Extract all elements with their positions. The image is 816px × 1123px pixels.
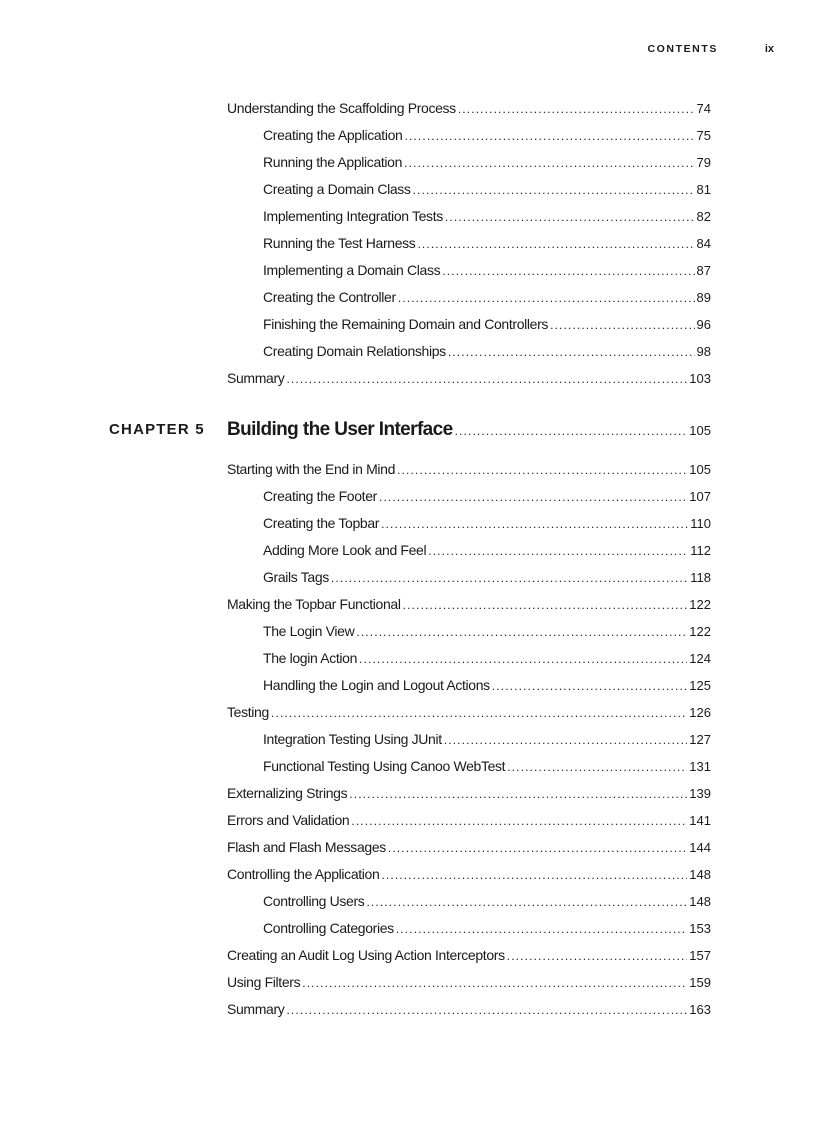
dot-leader: [403, 596, 688, 614]
toc-entry[interactable]: [263, 180, 711, 199]
toc-entry-page: 96: [696, 317, 711, 332]
toc-entry[interactable]: [263, 487, 711, 506]
toc-entry-title: Understanding the Scaffolding Process: [227, 100, 456, 116]
dot-leader: [404, 154, 694, 172]
dot-leader: [381, 515, 688, 533]
chapter-label: CHAPTER 5: [109, 421, 205, 438]
dot-leader: [302, 974, 687, 992]
toc-entry[interactable]: [263, 919, 711, 938]
dot-leader: [286, 1001, 687, 1019]
toc-entry-page: 124: [689, 651, 711, 666]
toc-entry-page: 82: [696, 209, 711, 224]
dot-leader: [351, 812, 687, 830]
toc-entry-page: 139: [689, 786, 711, 801]
toc-entry-page: 110: [690, 516, 711, 531]
toc-entry[interactable]: [227, 946, 711, 965]
dot-leader: [445, 208, 695, 226]
dot-leader: [271, 704, 687, 722]
running-head: [0, 43, 816, 59]
toc-entry-page: 107: [689, 489, 711, 504]
dot-leader: [388, 839, 687, 857]
toc-entry-title: Testing: [227, 704, 269, 720]
toc-entry[interactable]: [227, 865, 711, 884]
dot-leader: [507, 947, 688, 965]
toc-entry-page: 122: [689, 624, 711, 639]
toc-entry-title: Summary: [227, 1001, 285, 1017]
toc-entry[interactable]: [227, 703, 711, 722]
chapter-heading[interactable]: [227, 418, 711, 443]
toc-entry-page: 112: [690, 543, 711, 558]
toc-entry[interactable]: [263, 342, 711, 361]
toc-entry-title: Externalizing Strings: [227, 785, 348, 801]
dot-leader: [286, 370, 687, 388]
dot-leader: [455, 419, 688, 443]
toc-entry-page: 87: [696, 263, 711, 278]
dot-leader: [379, 488, 687, 506]
dot-leader: [448, 343, 695, 361]
dot-leader: [413, 181, 695, 199]
toc-entry-page: 122: [689, 597, 711, 612]
dot-leader: [550, 316, 694, 334]
toc-entry-page: 118: [690, 570, 711, 585]
toc-entry-title: Grails Tags: [263, 569, 329, 585]
toc-entry-title: Controlling Categories: [263, 920, 394, 936]
toc-entry-title: Implementing Integration Tests: [263, 208, 443, 224]
toc-entry[interactable]: [227, 811, 711, 830]
toc-entry-title: Using Filters: [227, 974, 301, 990]
toc-entry[interactable]: [227, 460, 711, 479]
toc-entry-title: Integration Testing Using JUnit: [263, 731, 442, 747]
toc-entry[interactable]: [227, 369, 711, 388]
toc-entry-title: Creating a Domain Class: [263, 181, 411, 197]
dot-leader: [356, 623, 687, 641]
toc-entry-page: 163: [689, 1002, 711, 1017]
toc-entry[interactable]: [263, 153, 711, 172]
toc-entry-page: 79: [696, 155, 711, 170]
toc-entry-title: Errors and Validation: [227, 812, 350, 828]
toc-entry-title: Flash and Flash Messages: [227, 839, 386, 855]
toc-entry-page: 148: [689, 894, 711, 909]
toc-entry-title: Creating an Audit Log Using Action Interceptors: [227, 947, 505, 963]
toc-entry[interactable]: [263, 261, 711, 280]
toc-entry-page: 89: [696, 290, 711, 305]
running-head-section: CONTENTS: [647, 43, 718, 55]
dot-leader: [442, 262, 694, 280]
toc-entry[interactable]: [227, 784, 711, 803]
toc-entry-page: 81: [696, 182, 711, 197]
dot-leader: [404, 127, 694, 145]
toc-entry-title: Functional Testing Using Canoo WebTest: [263, 758, 506, 774]
toc-entry-title: Making the Topbar Functional: [227, 596, 401, 612]
toc-entry-page: 98: [696, 344, 711, 359]
toc-entry-page: 141: [689, 813, 711, 828]
toc-entry-title: Creating the Controller: [263, 289, 396, 305]
toc-entry[interactable]: [263, 514, 711, 533]
toc-entry[interactable]: [263, 234, 711, 253]
chapter-page: 105: [689, 423, 711, 438]
toc-entry-title: Finishing the Remaining Domain and Controllers: [263, 316, 549, 332]
toc-entry-title: The login Action: [263, 650, 358, 666]
toc-entry-page: 105: [689, 462, 711, 477]
dot-leader: [366, 893, 687, 911]
toc-entry[interactable]: [263, 315, 711, 334]
toc-entry-title: Creating the Topbar: [263, 515, 380, 531]
toc-entry-page: 74: [696, 101, 711, 116]
toc-entry-title: Starting with the End in Mind: [227, 461, 396, 477]
toc-entry[interactable]: [263, 676, 711, 695]
dot-leader: [507, 758, 687, 776]
toc-entry[interactable]: [227, 99, 711, 118]
toc-entry-page: 75: [696, 128, 711, 143]
toc-entry[interactable]: [263, 622, 711, 641]
toc-entry-title: Summary: [227, 370, 285, 386]
toc-entry-title: Controlling Users: [263, 893, 365, 909]
dot-leader: [417, 235, 694, 253]
toc-entry-title: Implementing a Domain Class: [263, 262, 441, 278]
dot-leader: [444, 731, 688, 749]
toc-entry[interactable]: [227, 595, 711, 614]
toc-entry-title: Running the Application: [263, 154, 403, 170]
dot-leader: [359, 650, 687, 668]
toc-entry[interactable]: [263, 730, 711, 749]
toc-entry-page: 159: [689, 975, 711, 990]
toc-entry-title: Creating Domain Relationships: [263, 343, 446, 359]
dot-leader: [349, 785, 687, 803]
toc-entry-page: 126: [689, 705, 711, 720]
dot-leader: [428, 542, 688, 560]
toc-entry-page: 103: [689, 371, 711, 386]
toc-entry-page: 84: [696, 236, 711, 251]
toc-entry-title: Adding More Look and Feel: [263, 542, 427, 558]
toc-entry[interactable]: [227, 973, 711, 992]
toc-entry[interactable]: [263, 207, 711, 226]
toc-entry[interactable]: [263, 649, 711, 668]
toc-entry[interactable]: [263, 757, 711, 776]
toc-entry-page: 157: [689, 948, 711, 963]
toc-entry-page: 144: [689, 840, 711, 855]
toc-entry-page: 148: [689, 867, 711, 882]
dot-leader: [381, 866, 687, 884]
toc-entry-page: 153: [689, 921, 711, 936]
running-head-page-number: ix: [764, 43, 774, 55]
dot-leader: [398, 289, 695, 307]
toc-entry[interactable]: [263, 541, 711, 560]
toc-entry[interactable]: [263, 288, 711, 307]
dot-leader: [331, 569, 688, 587]
toc-entry-title: Running the Test Harness: [263, 235, 416, 251]
toc-entry-page: 131: [689, 759, 711, 774]
toc-entry[interactable]: [227, 1000, 711, 1019]
toc-entry[interactable]: [227, 838, 711, 857]
toc-entry-page: 125: [689, 678, 711, 693]
dot-leader: [397, 461, 687, 479]
toc-entry-title: Creating the Application: [263, 127, 403, 143]
dot-leader: [492, 677, 688, 695]
toc-entry-title: Controlling the Application: [227, 866, 380, 882]
toc-entry-title: The Login View: [263, 623, 355, 639]
toc-entry-title: Handling the Login and Logout Actions: [263, 677, 490, 693]
chapter-title: Building the User Interface: [227, 419, 453, 440]
dot-leader: [396, 920, 687, 938]
toc-entry[interactable]: [263, 568, 711, 587]
toc-entry[interactable]: [263, 126, 711, 145]
dot-leader: [458, 100, 695, 118]
toc-entry-page: 127: [689, 732, 711, 747]
toc-entry-title: Creating the Footer: [263, 488, 377, 504]
toc-entry[interactable]: [263, 892, 711, 911]
